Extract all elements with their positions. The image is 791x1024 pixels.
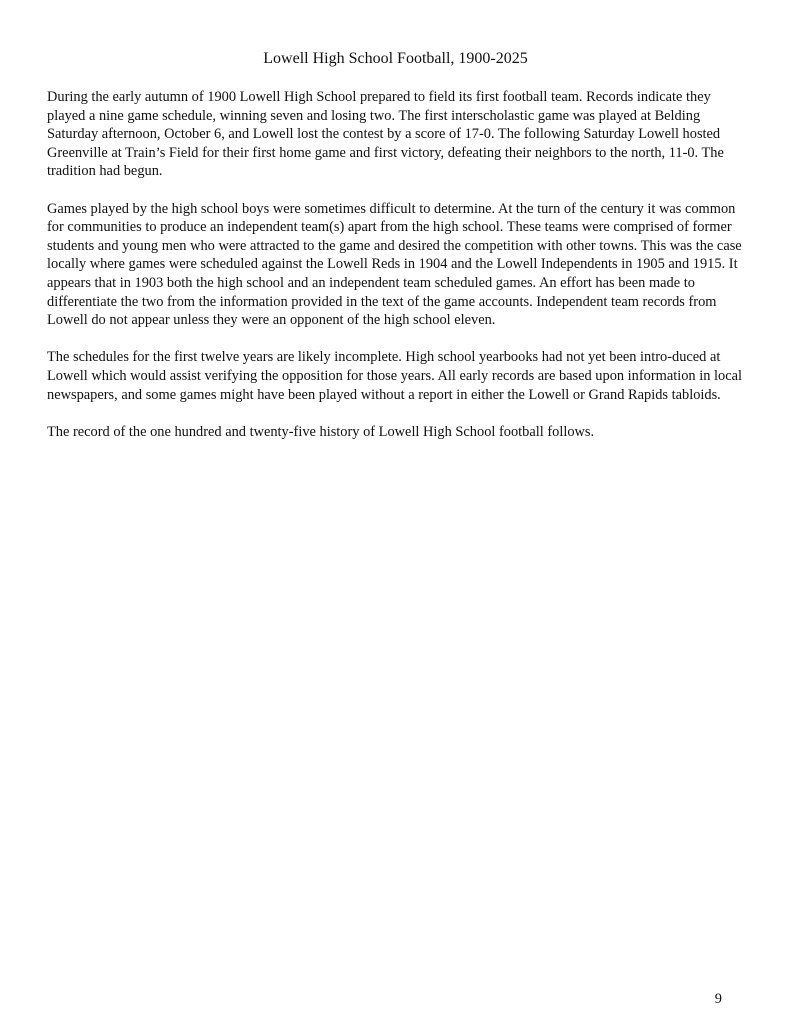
body-text — [47, 88, 744, 460]
paragraph-early-schedules: The schedules for the first twelve years are likely incomplete. High school yearbooks had not yet been intro-duced at Lowell which would assist verifying the opposition for those years. All early records are based upon information in local newspapers, and some games might have been played without a report in either the Lowell or Grand Rapids tabloids. — [47, 349, 742, 403]
page-number: 9 — [714, 991, 722, 1007]
page-title: Lowell High School Football, 1900-2025 — [263, 50, 528, 67]
paragraph-record-follows: The record of the one hundred and twenty-five history of Lowell High School football follows. — [47, 423, 595, 440]
paragraph-independent-teams: Games played by the high school boys were sometimes difficult to determine. At the turn of the century it was common for communities to produce an independent team(s) apart from the high school. These teams were comprised of former students and young men who were attracted to the game and desired the competition with other towns. This was the case locally where games were scheduled against the Lowell Reds in 1904 and the Lowell Independents in 1905 and 1915. It appears that in 1903 both the high school and an independent team scheduled games. An effort has been made to differentiate the two from the information provided in the text of the game accounts. Independent team records from Lowell do not appear unless they were an opponent of the high school eleven. — [47, 200, 742, 329]
paragraph-first-season: During the early autumn of 1900 Lowell High School prepared to field its first football team. Records indicate they played a nine game schedule, winning seven and losing two. The first interscholastic game was played at Belding Saturday afternoon, October 6, and Lowell lost the contest by a score of 17-0. The following Saturday Lowell hosted Greenville at Train’s Field for their first home game and first victory, defeating their neighbors to the north, 11-0. The tradition had begun. — [47, 89, 724, 180]
